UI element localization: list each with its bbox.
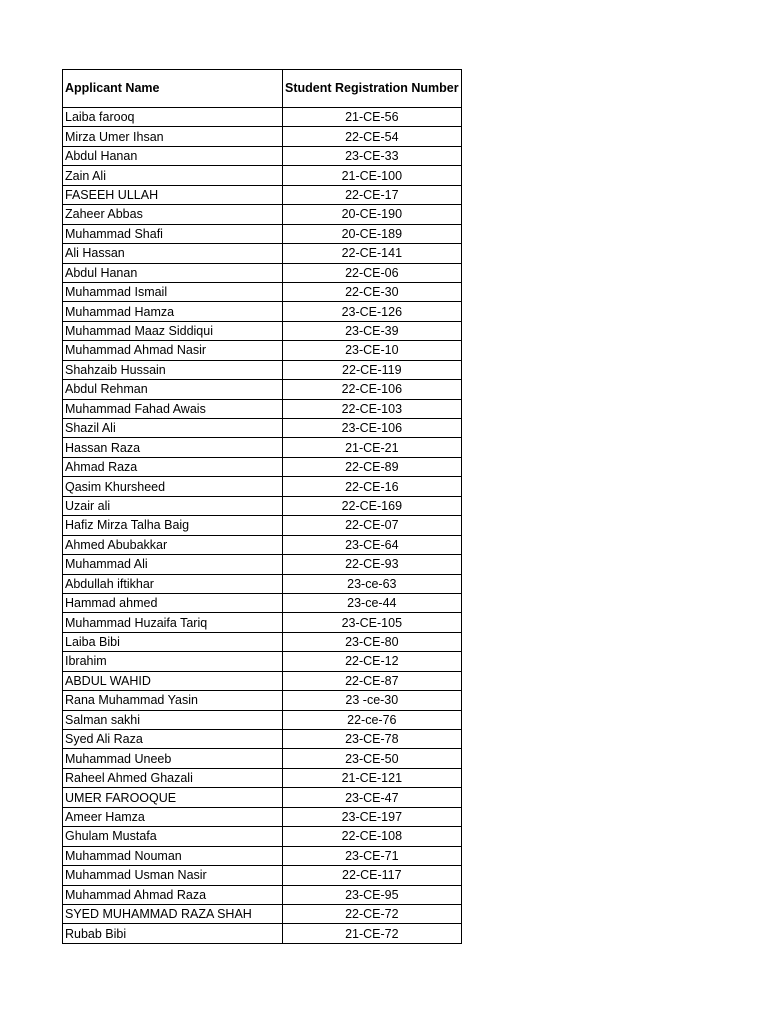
registration-number-cell: 23-CE-50 bbox=[283, 749, 462, 768]
table-row bbox=[63, 555, 462, 574]
applicant-name-cell: Muhammad Ali bbox=[63, 555, 283, 574]
table-row bbox=[63, 846, 462, 865]
registration-number-cell: 23-ce-44 bbox=[283, 593, 462, 612]
registration-number-cell: 22-CE-07 bbox=[283, 516, 462, 535]
applicant-name-cell: Qasim Khursheed bbox=[63, 477, 283, 496]
applicant-name-cell: Ibrahim bbox=[63, 652, 283, 671]
applicant-name-cell: Zain Ali bbox=[63, 166, 283, 185]
registration-number-cell: 20-CE-189 bbox=[283, 224, 462, 243]
registration-number-cell: 23-CE-47 bbox=[283, 788, 462, 807]
table-row bbox=[63, 224, 462, 243]
applicant-name-cell: Syed Ali Raza bbox=[63, 730, 283, 749]
table-row bbox=[63, 671, 462, 690]
registration-number-cell: 22-CE-93 bbox=[283, 555, 462, 574]
table-row bbox=[63, 613, 462, 632]
table-row bbox=[63, 652, 462, 671]
table-row bbox=[63, 574, 462, 593]
applicant-name-cell: SYED MUHAMMAD RAZA SHAH bbox=[63, 904, 283, 923]
applicant-name-cell: Ali Hassan bbox=[63, 244, 283, 263]
applicant-name-cell: FASEEH ULLAH bbox=[63, 185, 283, 204]
applicant-name-cell: Hafiz Mirza Talha Baig bbox=[63, 516, 283, 535]
table-row bbox=[63, 302, 462, 321]
applicant-name-cell: Muhammad Uneeb bbox=[63, 749, 283, 768]
registration-number-cell: 22-CE-117 bbox=[283, 866, 462, 885]
table-row bbox=[63, 282, 462, 301]
registration-number-cell: 23-CE-106 bbox=[283, 419, 462, 438]
table-row bbox=[63, 593, 462, 612]
registration-number-cell: 22-CE-108 bbox=[283, 827, 462, 846]
registration-number-cell: 21-CE-121 bbox=[283, 768, 462, 787]
table-row bbox=[63, 788, 462, 807]
applicant-name-cell: Raheel Ahmed Ghazali bbox=[63, 768, 283, 787]
registration-number-cell: 23-CE-39 bbox=[283, 321, 462, 340]
header-row bbox=[63, 70, 462, 108]
registration-number-cell: 22-CE-141 bbox=[283, 244, 462, 263]
registration-number-cell: 21-CE-72 bbox=[283, 924, 462, 943]
registration-number-cell: 22-CE-06 bbox=[283, 263, 462, 282]
table-row bbox=[63, 380, 462, 399]
applicant-name-cell: Rana Muhammad Yasin bbox=[63, 691, 283, 710]
registration-number-cell: 23-CE-197 bbox=[283, 807, 462, 826]
registration-number-cell: 23-CE-126 bbox=[283, 302, 462, 321]
registration-number-cell: 23-CE-78 bbox=[283, 730, 462, 749]
registration-number-cell: 22-CE-16 bbox=[283, 477, 462, 496]
applicant-name-cell: Muhammad Ismail bbox=[63, 282, 283, 301]
applicant-name-cell: Uzair ali bbox=[63, 496, 283, 515]
registration-number-cell: 22-CE-87 bbox=[283, 671, 462, 690]
table-row bbox=[63, 457, 462, 476]
applicant-name-cell: Ameer Hamza bbox=[63, 807, 283, 826]
table-row bbox=[63, 127, 462, 146]
registration-number-cell: 22-CE-103 bbox=[283, 399, 462, 418]
registration-number-cell: 21-CE-21 bbox=[283, 438, 462, 457]
registration-number-cell: 23-CE-64 bbox=[283, 535, 462, 554]
registration-number-cell: 22-ce-76 bbox=[283, 710, 462, 729]
applicant-name-cell: Ahmed Abubakkar bbox=[63, 535, 283, 554]
registration-number-cell: 22-CE-89 bbox=[283, 457, 462, 476]
table-row bbox=[63, 419, 462, 438]
registration-number-cell: 23-ce-63 bbox=[283, 574, 462, 593]
applicant-name-cell: Muhammad Fahad Awais bbox=[63, 399, 283, 418]
table-row bbox=[63, 730, 462, 749]
table-row bbox=[63, 496, 462, 515]
registration-number-cell: 21-CE-100 bbox=[283, 166, 462, 185]
table-row bbox=[63, 166, 462, 185]
applicant-name-cell: Muhammad Ahmad Nasir bbox=[63, 341, 283, 360]
table-row bbox=[63, 924, 462, 943]
table-row bbox=[63, 904, 462, 923]
table-row bbox=[63, 263, 462, 282]
registration-number-cell: 23-CE-33 bbox=[283, 146, 462, 165]
table-row bbox=[63, 827, 462, 846]
header-applicant-name: Applicant Name bbox=[63, 70, 283, 108]
registration-number-cell: 23-CE-105 bbox=[283, 613, 462, 632]
registration-number-cell: 23-CE-80 bbox=[283, 632, 462, 651]
table-row bbox=[63, 516, 462, 535]
header-registration-number: Student Registration Number bbox=[283, 70, 462, 108]
applicant-name-cell: Muhammad Usman Nasir bbox=[63, 866, 283, 885]
table-row bbox=[63, 477, 462, 496]
applicant-name-cell: Zaheer Abbas bbox=[63, 205, 283, 224]
registration-number-cell: 23 -ce-30 bbox=[283, 691, 462, 710]
applicant-name-cell: Muhammad Shafi bbox=[63, 224, 283, 243]
table-row bbox=[63, 749, 462, 768]
table-row bbox=[63, 710, 462, 729]
applicant-name-cell: Mirza Umer Ihsan bbox=[63, 127, 283, 146]
applicant-name-cell: Abdul Hanan bbox=[63, 263, 283, 282]
registration-number-cell: 22-CE-17 bbox=[283, 185, 462, 204]
table-row bbox=[63, 360, 462, 379]
table-body bbox=[63, 108, 462, 944]
applicant-name-cell: Hassan Raza bbox=[63, 438, 283, 457]
registration-number-cell: 23-CE-10 bbox=[283, 341, 462, 360]
applicant-name-cell: Laiba Bibi bbox=[63, 632, 283, 651]
applicant-name-cell: Shahzaib Hussain bbox=[63, 360, 283, 379]
registration-number-cell: 22-CE-169 bbox=[283, 496, 462, 515]
applicant-name-cell: Laiba farooq bbox=[63, 108, 283, 127]
table-row bbox=[63, 768, 462, 787]
applicant-sheet bbox=[62, 69, 462, 944]
table-row bbox=[63, 691, 462, 710]
registration-number-cell: 22-CE-119 bbox=[283, 360, 462, 379]
applicant-name-cell: Abdullah iftikhar bbox=[63, 574, 283, 593]
applicant-name-cell: Ahmad Raza bbox=[63, 457, 283, 476]
registration-number-cell: 23-CE-95 bbox=[283, 885, 462, 904]
applicant-name-cell: ABDUL WAHID bbox=[63, 671, 283, 690]
registration-number-cell: 22-CE-106 bbox=[283, 380, 462, 399]
applicant-name-cell: Ghulam Mustafa bbox=[63, 827, 283, 846]
applicant-table bbox=[62, 69, 462, 944]
applicant-name-cell: Salman sakhi bbox=[63, 710, 283, 729]
registration-number-cell: 20-CE-190 bbox=[283, 205, 462, 224]
table-row bbox=[63, 399, 462, 418]
applicant-name-cell: Muhammad Huzaifa Tariq bbox=[63, 613, 283, 632]
registration-number-cell: 22-CE-72 bbox=[283, 904, 462, 923]
registration-number-cell: 23-CE-71 bbox=[283, 846, 462, 865]
table-row bbox=[63, 185, 462, 204]
registration-number-cell: 22-CE-12 bbox=[283, 652, 462, 671]
registration-number-cell: 21-CE-56 bbox=[283, 108, 462, 127]
applicant-name-cell: UMER FAROOQUE bbox=[63, 788, 283, 807]
table-row bbox=[63, 632, 462, 651]
table-row bbox=[63, 146, 462, 165]
applicant-name-cell: Hammad ahmed bbox=[63, 593, 283, 612]
table-row bbox=[63, 205, 462, 224]
table-row bbox=[63, 341, 462, 360]
registration-number-cell: 22-CE-30 bbox=[283, 282, 462, 301]
applicant-name-cell: Muhammad Nouman bbox=[63, 846, 283, 865]
table-row bbox=[63, 535, 462, 554]
applicant-name-cell: Abdul Hanan bbox=[63, 146, 283, 165]
table-row bbox=[63, 807, 462, 826]
table-row bbox=[63, 885, 462, 904]
table-row bbox=[63, 108, 462, 127]
applicant-name-cell: Shazil Ali bbox=[63, 419, 283, 438]
applicant-name-cell: Muhammad Maaz Siddiqui bbox=[63, 321, 283, 340]
table-row bbox=[63, 866, 462, 885]
table-row bbox=[63, 321, 462, 340]
registration-number-cell: 22-CE-54 bbox=[283, 127, 462, 146]
table-row bbox=[63, 244, 462, 263]
applicant-name-cell: Muhammad Ahmad Raza bbox=[63, 885, 283, 904]
applicant-name-cell: Abdul Rehman bbox=[63, 380, 283, 399]
applicant-name-cell: Muhammad Hamza bbox=[63, 302, 283, 321]
applicant-name-cell: Rubab Bibi bbox=[63, 924, 283, 943]
table-row bbox=[63, 438, 462, 457]
